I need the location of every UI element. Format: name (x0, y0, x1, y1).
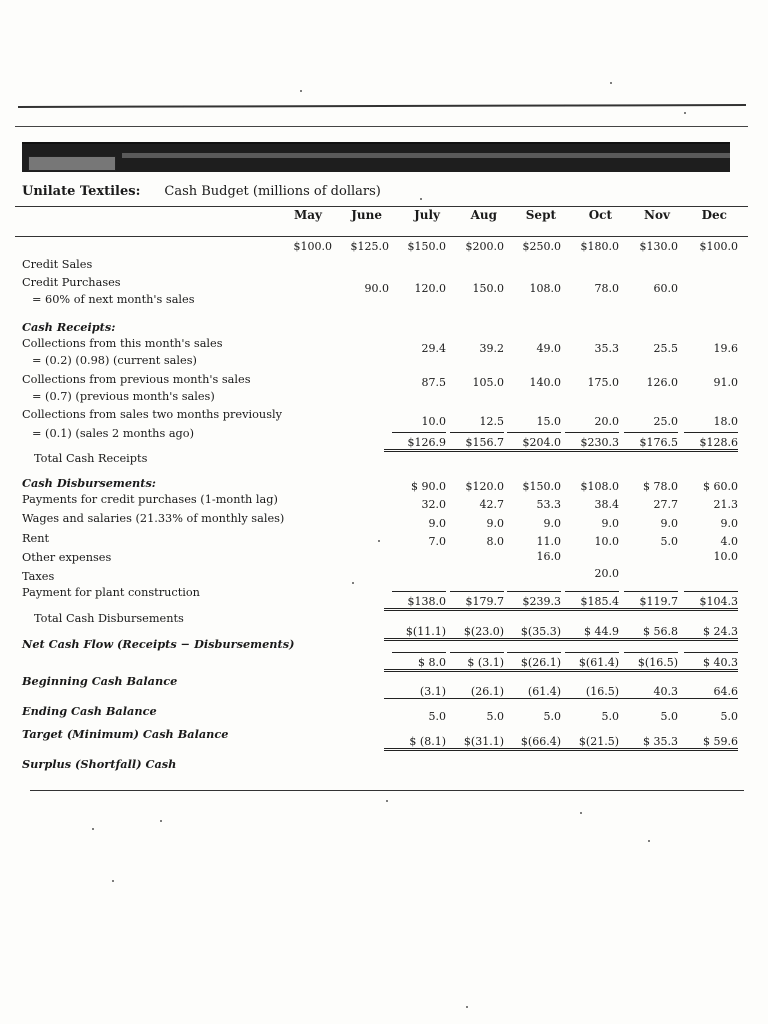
month-header-oct: Oct (588, 208, 612, 222)
total-cash-disbursements-aug-value: $179.7 (442, 595, 504, 611)
payments-credit-purchases-july-value: $ 90.0 (411, 480, 446, 493)
credit-purchases-note-june-value: 90.0 (364, 282, 389, 295)
collections-two-months-formula-label: = (0.1) (sales 2 months ago) (32, 427, 195, 440)
other-expenses-nov-value: 5.0 (660, 535, 678, 548)
taxes-dec-value: 10.0 (713, 550, 738, 563)
total-cash-receipts-oct-value: $230.3 (557, 436, 619, 452)
ending-cash-balance-aug-value: (26.1) (442, 685, 504, 699)
credit-sales-july-value: $150.0 (407, 240, 446, 253)
table-caption: Cash Budget (millions of dollars) (164, 184, 381, 199)
collections-previous-month-formula-aug-value: 105.0 (472, 376, 504, 389)
rent-oct-value: 9.0 (601, 517, 619, 530)
credit-sales-may-value: $100.0 (293, 240, 332, 253)
credit-sales-aug-value: $200.0 (465, 240, 504, 253)
target-cash-balance-sept-value: 5.0 (543, 710, 561, 723)
target-cash-balance-july-value: 5.0 (428, 710, 446, 723)
credit-sales-oct-value: $180.0 (580, 240, 619, 253)
surplus-shortfall-dec-value: $ 59.6 (676, 735, 738, 751)
wages-salaries-july-value: 32.0 (421, 498, 446, 511)
scan-speck (160, 820, 162, 822)
total-cash-receipts-dec-value: $128.6 (676, 436, 738, 452)
total-cash-disbursements-nov-value: $119.7 (616, 595, 678, 611)
total-cash-disbursements-july-value: $138.0 (384, 595, 446, 611)
collections-two-months-formula-oct-value: 20.0 (594, 415, 619, 428)
month-header-aug: Aug (470, 208, 497, 222)
credit-purchases-note-oct-value: 78.0 (594, 282, 619, 295)
credit-sales-nov-value: $130.0 (639, 240, 678, 253)
total-cash-disbursements-label: Total Cash Disbursements (34, 612, 184, 625)
ending-cash-balance-nov-value: 40.3 (616, 685, 678, 699)
collections-previous-month-formula-oct-value: 175.0 (587, 376, 619, 389)
total-cash-receipts-july-value: $126.9 (384, 436, 446, 452)
net-cash-flow-sept-value: $(35.3) (499, 625, 561, 641)
scan-speck (378, 540, 380, 542)
total-cash-disbursements-oct-value: $185.4 (557, 595, 619, 611)
collections-this-month-formula-dec-value: 19.6 (713, 342, 738, 355)
collections-this-month-formula-nov-value: 25.5 (653, 342, 678, 355)
ending-cash-balance-dec-value: 64.6 (676, 685, 738, 699)
collections-previous-month-formula-dec-value: 91.0 (713, 376, 738, 389)
taxes-sept-value: 16.0 (536, 550, 561, 563)
month-header-sept: Sept (525, 208, 556, 222)
credit-sales-label: Credit Sales (22, 258, 93, 271)
target-cash-balance-nov-value: 5.0 (660, 710, 678, 723)
scan-speck (112, 880, 114, 882)
beginning-cash-balance-label: Beginning Cash Balance (22, 674, 178, 688)
payments-credit-purchases-nov-value: $ 78.0 (643, 480, 678, 493)
collections-two-months-formula-dec-value: 18.0 (713, 415, 738, 428)
beginning-cash-balance-nov-value: $(16.5) (616, 656, 678, 672)
rent-nov-value: 9.0 (660, 517, 678, 530)
ending-cash-balance-sept-value: (61.4) (499, 685, 561, 699)
target-cash-balance-dec-value: 5.0 (720, 710, 738, 723)
other-expenses-oct-value: 10.0 (594, 535, 619, 548)
collections-two-months-label: Collections from sales two months previously (22, 408, 282, 421)
other-expenses-july-value: 7.0 (428, 535, 446, 548)
collections-previous-month-formula-nov-value: 126.0 (646, 376, 678, 389)
header-underline (15, 236, 748, 237)
credit-purchases-note-label: = 60% of next month's sales (32, 293, 195, 306)
beginning-cash-balance-aug-value: $ (3.1) (442, 656, 504, 672)
surplus-shortfall-oct-value: $(21.5) (557, 735, 619, 751)
net-cash-flow-nov-value: $ 56.8 (616, 625, 678, 641)
rent-july-value: 9.0 (428, 517, 446, 530)
payments-credit-purchases-oct-value: $108.0 (580, 480, 619, 493)
scan-speck (648, 840, 650, 842)
rent-dec-value: 9.0 (720, 517, 738, 530)
wages-salaries-label: Wages and salaries (21.33% of monthly sales) (22, 512, 285, 525)
rent-sept-value: 9.0 (543, 517, 561, 530)
other-expenses-label: Other expenses (22, 551, 112, 564)
collections-this-month-formula-aug-value: 39.2 (479, 342, 504, 355)
rent-label: Rent (22, 532, 50, 545)
surplus-shortfall-nov-value: $ 35.3 (616, 735, 678, 751)
cash-receipts-label: Cash Receipts: (22, 320, 116, 334)
taxes-label: Taxes (22, 570, 55, 583)
credit-sales-sept-value: $250.0 (522, 240, 561, 253)
payments-credit-purchases-sept-value: $150.0 (522, 480, 561, 493)
month-header-june: June (351, 208, 382, 222)
total-cash-disbursements-sept-value: $239.3 (499, 595, 561, 611)
total-cash-receipts-label: Total Cash Receipts (34, 452, 148, 465)
scan-speck (610, 82, 612, 84)
ending-cash-balance-label: Ending Cash Balance (22, 704, 157, 718)
collections-two-months-formula-aug-value: 12.5 (479, 415, 504, 428)
net-cash-flow-label: Net Cash Flow (Receipts − Disbursements) (22, 637, 295, 651)
scan-speck (580, 812, 582, 814)
surplus-shortfall-label: Surplus (Shortfall) Cash (22, 757, 177, 771)
target-cash-balance-aug-value: 5.0 (486, 710, 504, 723)
other-expenses-dec-value: 4.0 (720, 535, 738, 548)
total-cash-disbursements-dec-value: $104.3 (676, 595, 738, 611)
collections-this-month-formula-oct-value: 35.3 (594, 342, 619, 355)
cash-disbursements-label: Cash Disbursements: (22, 476, 156, 490)
top-rule-thin (15, 126, 748, 127)
collections-this-month-formula-july-value: 29.4 (421, 342, 446, 355)
collections-two-months-formula-nov-value: 25.0 (653, 415, 678, 428)
bottom-rule (30, 790, 744, 791)
net-cash-flow-oct-value: $ 44.9 (557, 625, 619, 641)
scan-speck (92, 828, 94, 830)
wages-salaries-sept-value: 53.3 (536, 498, 561, 511)
wages-salaries-dec-value: 21.3 (713, 498, 738, 511)
scan-speck (386, 800, 388, 802)
ending-cash-balance-july-value: (3.1) (384, 685, 446, 699)
title-bar (22, 142, 730, 172)
payments-credit-purchases-dec-value: $ 60.0 (703, 480, 738, 493)
credit-purchases-label: Credit Purchases (22, 276, 121, 289)
collections-this-month-label: Collections from this month's sales (22, 337, 223, 350)
payments-credit-purchases-aug-value: $120.0 (465, 480, 504, 493)
payments-credit-purchases-label: Payments for credit purchases (1-month lag) (22, 493, 278, 506)
scan-speck (466, 1006, 468, 1008)
collections-two-months-formula-sept-value: 15.0 (536, 415, 561, 428)
collections-this-month-formula-sept-value: 49.0 (536, 342, 561, 355)
beginning-cash-balance-sept-value: $(26.1) (499, 656, 561, 672)
title-underline (15, 206, 748, 207)
credit-purchases-note-july-value: 120.0 (414, 282, 446, 295)
credit-purchases-note-aug-value: 150.0 (472, 282, 504, 295)
wages-salaries-oct-value: 38.4 (594, 498, 619, 511)
plant-construction-oct-value: 20.0 (594, 567, 619, 580)
credit-purchases-note-nov-value: 60.0 (653, 282, 678, 295)
scan-speck (420, 198, 422, 200)
collections-previous-month-label: Collections from previous month's sales (22, 373, 251, 386)
table-number-badge (28, 156, 116, 171)
scan-speck (684, 112, 686, 114)
credit-sales-june-value: $125.0 (350, 240, 389, 253)
beginning-cash-balance-dec-value: $ 40.3 (676, 656, 738, 672)
surplus-shortfall-sept-value: $(66.4) (499, 735, 561, 751)
beginning-cash-balance-july-value: $ 8.0 (384, 656, 446, 672)
collections-two-months-formula-july-value: 10.0 (421, 415, 446, 428)
top-rule (18, 104, 746, 108)
ending-cash-balance-oct-value: (16.5) (557, 685, 619, 699)
month-header-dec: Dec (701, 208, 727, 222)
other-expenses-sept-value: 11.0 (536, 535, 561, 548)
company-name: Unilate Textiles: (22, 184, 141, 199)
total-cash-receipts-nov-value: $176.5 (616, 436, 678, 452)
net-cash-flow-dec-value: $ 24.3 (676, 625, 738, 641)
net-cash-flow-july-value: $(11.1) (384, 625, 446, 641)
scan-speck (300, 90, 302, 92)
month-header-july: July (414, 208, 440, 222)
total-cash-receipts-aug-value: $156.7 (442, 436, 504, 452)
collections-previous-month-formula-sept-value: 140.0 (529, 376, 561, 389)
scan-speck (352, 582, 354, 584)
beginning-cash-balance-oct-value: $(61.4) (557, 656, 619, 672)
month-header-nov: Nov (644, 208, 670, 222)
collections-previous-month-formula-july-value: 87.5 (421, 376, 446, 389)
total-cash-receipts-sept-value: $204.0 (499, 436, 561, 452)
target-cash-balance-label: Target (Minimum) Cash Balance (22, 727, 229, 741)
wages-salaries-nov-value: 27.7 (653, 498, 678, 511)
collections-this-month-formula-label: = (0.2) (0.98) (current sales) (32, 354, 197, 367)
other-expenses-aug-value: 8.0 (486, 535, 504, 548)
credit-sales-dec-value: $100.0 (699, 240, 738, 253)
rent-aug-value: 9.0 (486, 517, 504, 530)
collections-previous-month-formula-label: = (0.7) (previous month's sales) (32, 390, 215, 403)
surplus-shortfall-july-value: $ (8.1) (384, 735, 446, 751)
table-title (22, 184, 381, 199)
wages-salaries-aug-value: 42.7 (479, 498, 504, 511)
net-cash-flow-aug-value: $(23.0) (442, 625, 504, 641)
surplus-shortfall-aug-value: $(31.1) (442, 735, 504, 751)
credit-purchases-note-sept-value: 108.0 (529, 282, 561, 295)
month-header-may: May (293, 208, 322, 222)
target-cash-balance-oct-value: 5.0 (601, 710, 619, 723)
plant-construction-label: Payment for plant construction (22, 586, 200, 599)
